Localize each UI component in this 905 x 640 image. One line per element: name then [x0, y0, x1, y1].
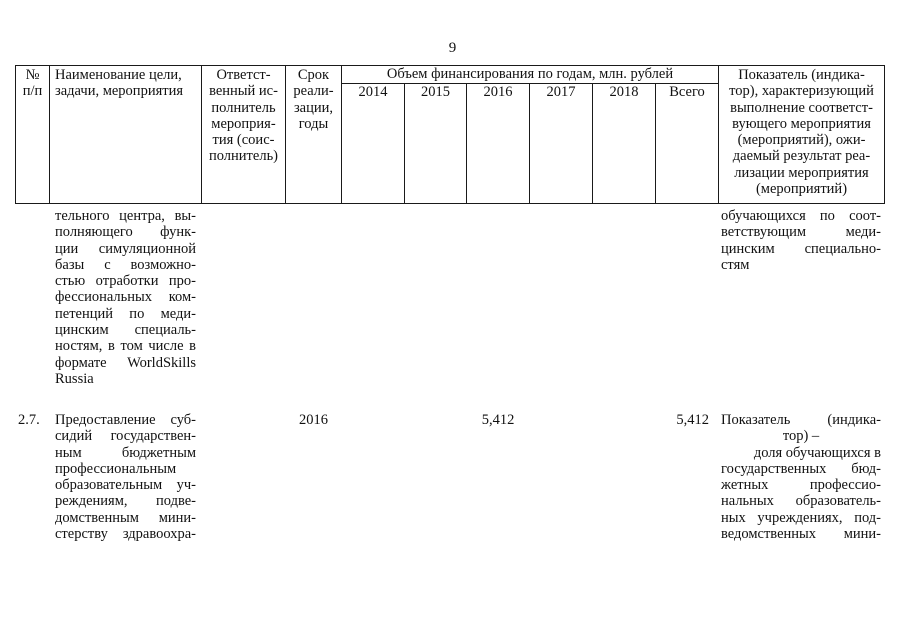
row-2-7-name-line: ным бюджетным [55, 444, 196, 461]
header-term-line: реали- [293, 83, 334, 100]
row-2-7-name-line: реждениям, подве- [55, 493, 196, 510]
continued-indicator-cell [721, 208, 881, 273]
col-border-2018 [655, 83, 656, 204]
row-2-7-name-line: стерству здравоохра- [55, 526, 196, 543]
row-2-7-num: 2.7. [18, 412, 40, 428]
col-border-2014 [404, 83, 405, 204]
header-indicator [719, 67, 884, 197]
header-num [16, 67, 49, 100]
col-border-num [49, 65, 50, 204]
row-2-7-name-line: Предоставление суб- [55, 412, 196, 428]
row-2-7-indicator-line: ных учреждениях, под- [721, 509, 881, 526]
header-indicator-line: Показатель (индика- [738, 67, 865, 83]
header-funding-title: Объем финансирования по годам, млн. рублей [386, 66, 674, 82]
row-2-7-name-cell [55, 412, 196, 542]
header-term-line: Срок [297, 67, 330, 83]
row-2-7-indicator-cell [721, 412, 881, 542]
row-2-7-indicator-line: жетных профессио- [721, 477, 881, 494]
continued-indicator-line: обучающихся по соот- [721, 208, 881, 224]
header-indicator-line: тор), характеризующий [729, 83, 874, 100]
col-border-2016 [529, 83, 530, 204]
header-term-line: годы [298, 115, 329, 132]
col-border-2015 [466, 83, 467, 204]
continued-name-line: ностям, в том числе в [55, 338, 196, 355]
header-year-2016: 2016 [483, 84, 513, 100]
row-2-7-indicator-line: доля обучающихся в [753, 444, 881, 461]
header-executor-line: мероприя- [211, 115, 276, 132]
row-2-7-value-2016: 5,412 [481, 412, 515, 428]
row-2-7-name-line: профессиональным [55, 460, 177, 477]
header-executor-line: венный ис- [209, 83, 278, 100]
header-executor-line: полнитель [211, 99, 276, 116]
header-indicator-line: лизации мероприятия [734, 164, 869, 181]
header-executor-line: Ответст- [216, 67, 271, 83]
header-num-line: п/п [22, 83, 43, 100]
continued-name-line: цинским специаль- [55, 322, 196, 339]
header-year-2018: 2018 [609, 84, 639, 100]
continued-name-line: петенций по меди- [55, 305, 196, 322]
row-2-7-value-total: 5,412 [676, 412, 709, 428]
row-2-7-name-line: домственным мини- [55, 509, 196, 526]
header-indicator-line: даемый результат реа- [732, 148, 871, 165]
continued-name-line: тельного центра, вы- [55, 208, 196, 224]
header-indicator-line: (мероприятий) [755, 181, 848, 198]
header-year-2015: 2015 [421, 84, 450, 100]
header-year-2017: 2017 [546, 84, 576, 100]
col-border-2017 [592, 83, 593, 204]
row-2-7-name-line: сидий государствен- [55, 428, 196, 445]
row-2-7-indicator-line: Показатель (индика- [721, 412, 881, 428]
header-year-total: Всего [669, 84, 705, 100]
row-2-7-indicator-line: тор) – [782, 428, 820, 445]
header-name-line: Наименование цели, [55, 67, 182, 83]
continued-name-cell [55, 208, 196, 387]
continued-indicator-line: ветствующим меди- [721, 224, 881, 241]
continued-name-line: стью отработки про- [55, 273, 196, 290]
header-indicator-line: (мероприятий), ожи- [737, 132, 866, 149]
continued-name-line: фессиональных ком- [55, 289, 196, 306]
header-name-line: задачи, мероприятия [55, 83, 184, 100]
continued-name-line: формате WorldSkills [55, 354, 196, 371]
page-number: 9 [448, 40, 457, 56]
continued-indicator-line: стям [721, 256, 750, 273]
header-name [55, 67, 200, 100]
header-executor-line: полнитель) [208, 148, 279, 165]
header-bottom-border [15, 203, 884, 204]
header-executor-line: тия (соис- [212, 132, 275, 149]
row-2-7-indicator-line: нальных образователь- [721, 493, 881, 510]
header-indicator-line: выполнение соответст- [730, 99, 873, 116]
row-2-7-indicator-line: государственных бюд- [721, 460, 881, 477]
row-2-7-term: 2016 [299, 412, 328, 428]
header-term-line: зации, [293, 99, 334, 116]
continued-name-line: Russia [55, 370, 94, 387]
header-executor [202, 67, 285, 165]
continued-name-line: полняющего функ- [55, 224, 196, 241]
row-2-7-indicator-line: ведомственных мини- [721, 526, 881, 543]
col-border-right [884, 65, 885, 204]
continued-name-line: ции симуляционной [55, 240, 196, 257]
header-num-line: № [25, 67, 40, 83]
header-year-2014: 2014 [358, 84, 388, 100]
continued-name-line: базы с возможно- [55, 256, 196, 273]
continued-indicator-line: цинским специально- [721, 240, 881, 257]
header-term [286, 67, 341, 132]
row-2-7-name-line: образовательным уч- [55, 477, 196, 494]
header-indicator-line: вующего мероприятия [732, 115, 871, 132]
